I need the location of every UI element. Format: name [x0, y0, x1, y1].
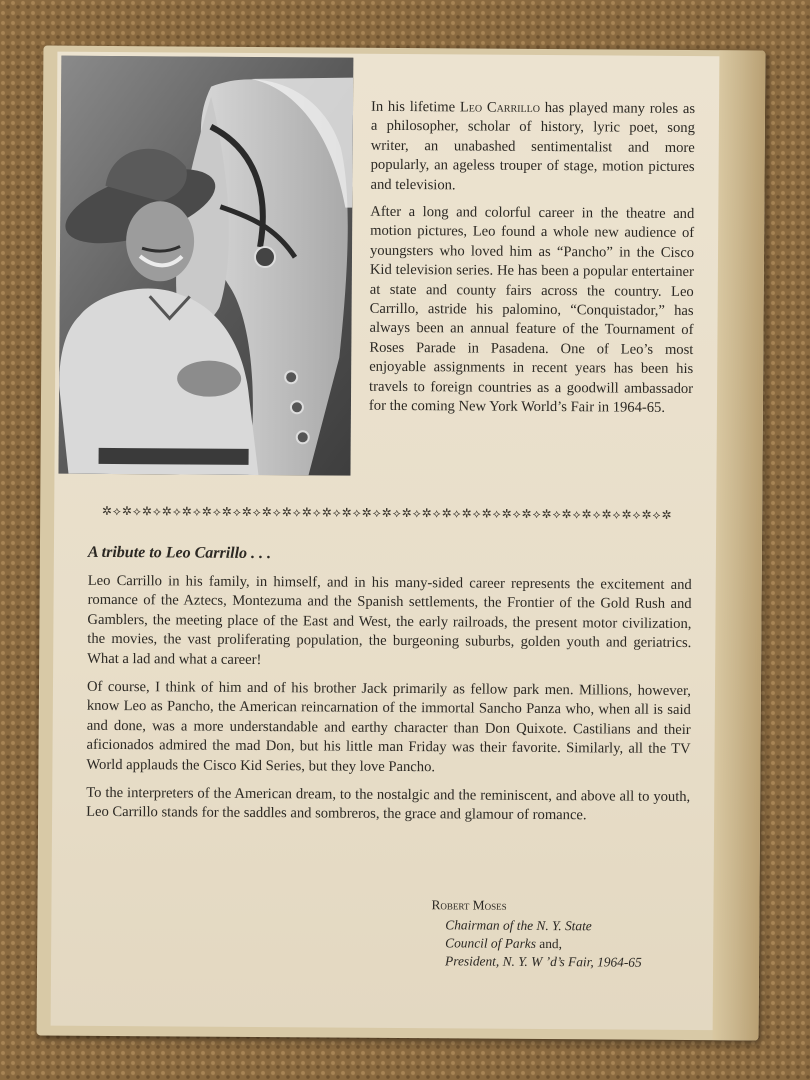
- bio-paragraph-2: After a long and colorful career in the theatre and motion pictures, Leo found a whole new audience of youngsters who loved him as “Pancho” in the Cisco Kid television series. He has been a popular entertainer at state and county fairs across the country. Leo Carrillo, astride his palomino, “Conquistador,” has always been an annual feature of the Tournament of Roses Parade in Pasadena. One of Leo’s most enjoyable assignments in recent years has been his travels to foreign countries as a goodwill ambassador for the coming New York World’s Fair in 1964-65.: [368, 203, 695, 416]
- man-with-horse-photo: [58, 56, 353, 476]
- signature-title-1: Chairman of the N. Y. State: [445, 917, 592, 934]
- tribute-paragraph-1: Leo Carrillo in his family, in himself, and in his many-sided career represents the excitement and romance of the Aztecs, Montezuma and the Spanish settlements, the Frontier of the Gold Rush and Gamblers, the meeting place of the East and West, the early railroads, the present motor civilization, the movies, the vast proliferating population, the burgeoning suburbs, golden youth and geriatrics. What a lad and what a career!: [87, 572, 692, 668]
- signature-name: Robert Moses: [431, 897, 507, 913]
- jacket-page: [51, 52, 720, 1031]
- tribute-paragraph-2: Of course, I think of him and of his brother Jack primarily as fellow park men. Millions, however, know Leo as Pancho, the American reincarnation of the immortal Sancho Panza who, when all is said and done, was a more understandable and earthy character than Don Quixote. Castilians and their aficionados admired the mad Don, but his little man Friday was their favorite. Similarly, all the TV World applauds the Cisco Kid Series, but they love Pancho.: [86, 678, 692, 775]
- author-name: Leo Carrillo: [459, 99, 541, 116]
- ornamental-divider: ✲⟡✲⟡✲⟡✲⟡✲⟡✲⟡✲⟡✲⟡✲⟡✲⟡✲⟡✲⟡✲⟡✲⟡✲⟡✲⟡✲⟡✲⟡✲⟡✲⟡✲⟡✲⟡✲⟡✲⟡✲⟡✲⟡✲⟡✲⟡✲: [101, 503, 673, 522]
- tribute-heading: A tribute to Leo Carrillo . . .: [87, 543, 272, 563]
- jacket-spine-edge: [713, 50, 766, 1040]
- portrait-photo: [58, 56, 353, 476]
- signature-block: [431, 896, 642, 971]
- tribute-paragraph-3: To the interpreters of the American dream, to the nostalgic and the reminiscent, and above all to youth, Leo Carrillo stands for the saddles and sombreros, the grace and glamour of romance.: [86, 784, 691, 824]
- signature-title-3: President, N. Y. W ’d’s Fair, 1964-65: [445, 953, 642, 970]
- signature-title-2: Council of Parks and,: [445, 935, 563, 952]
- tribute-text: [86, 572, 692, 836]
- bio-text: [369, 98, 695, 427]
- book-jacket-back: [37, 45, 766, 1040]
- bio-paragraph-1: In his lifetime Leo Carrillo has played many roles as a philosopher, scholar of history, lyric poet, song writer, an unabashed sentimentalist and more popularly, an ageless trouper of stage, motion pictures and television.: [370, 98, 696, 193]
